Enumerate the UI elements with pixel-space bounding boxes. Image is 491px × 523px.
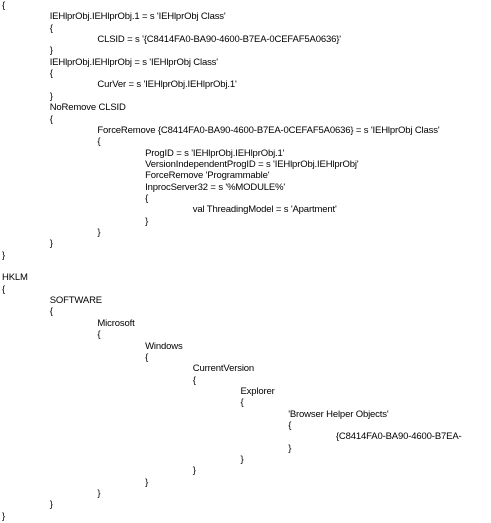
- code-line: [0, 272, 491, 284]
- code-line-text: ForceRemove {C8414FA0-BA90-4600-B7EA-0CEFAF5A0636} = s 'IEHlprObj Class': [97, 124, 440, 136]
- code-line-text: }: [192, 465, 196, 477]
- code-line: [0, 443, 491, 455]
- code-line: [0, 204, 491, 216]
- code-line: [0, 0, 491, 12]
- code-line-text: {: [49, 306, 53, 318]
- code-line-text: }: [97, 488, 101, 500]
- code-line-text: Microsoft: [97, 317, 135, 329]
- code-line: [0, 250, 491, 262]
- code-line-text: CLSID = s '{C8414FA0-BA90-4600-B7EA-0CEFAF5A0636}': [97, 34, 341, 46]
- code-line-text: {: [49, 113, 53, 125]
- code-line-text: }: [2, 249, 6, 261]
- code-line: [0, 23, 491, 35]
- code-line: [0, 193, 491, 205]
- code-line-text: {: [145, 351, 149, 363]
- code-line: [0, 238, 491, 250]
- code-line-text: }: [49, 499, 53, 511]
- code-line-text: {: [2, 283, 6, 295]
- code-line-text: {: [145, 192, 149, 204]
- code-line: [0, 397, 491, 409]
- code-line: [0, 148, 491, 160]
- code-line: [0, 261, 491, 273]
- code-line-text: VersionIndependentProgID = s 'IEHlprObj.IEHlprObj': [145, 158, 359, 170]
- code-line-text: IEHlprObj.IEHlprObj = s 'IEHlprObj Class': [49, 56, 218, 68]
- code-line-text: {: [49, 68, 53, 80]
- code-line: [0, 341, 491, 353]
- code-line: [0, 125, 491, 137]
- code-line: [0, 284, 491, 296]
- code-line-text: Explorer: [240, 385, 275, 397]
- code-line: [0, 409, 491, 421]
- code-line-text: NoRemove CLSID: [49, 102, 126, 114]
- code-line-text: {: [97, 329, 101, 341]
- code-line-text: {: [97, 136, 101, 148]
- code-line: [0, 79, 491, 91]
- code-line: [0, 136, 491, 148]
- code-line: [0, 159, 491, 171]
- code-line-text: }: [288, 442, 292, 454]
- code-line-text: }: [145, 215, 149, 227]
- code-line-text: ProgID = s 'IEHlprObj.IEHlprObj.1': [145, 147, 285, 159]
- code-line: [0, 488, 491, 500]
- code-line-text: SOFTWARE: [49, 295, 102, 307]
- code-line-text: HKLM: [2, 272, 28, 284]
- code-line: [0, 295, 491, 307]
- code-line: [0, 318, 491, 330]
- code-line-text: IEHlprObj.IEHlprObj.1 = s 'IEHlprObj Class': [49, 11, 226, 23]
- code-line: [0, 11, 491, 23]
- code-line: [0, 57, 491, 69]
- code-line-text: InprocServer32 = s '%MODULE%': [145, 181, 286, 193]
- code-line: [0, 102, 491, 114]
- code-line-text: Windows: [145, 340, 183, 352]
- code-line: [0, 306, 491, 318]
- code-line-text: }: [49, 45, 53, 57]
- code-line-text: {: [240, 397, 244, 409]
- code-line-text: {: [49, 22, 53, 34]
- code-line: [0, 431, 491, 443]
- code-line: [0, 375, 491, 387]
- code-line-text: }: [240, 454, 244, 465]
- code-line: [0, 352, 491, 364]
- code-line: [0, 91, 491, 103]
- code-line-text: {: [288, 419, 292, 431]
- code-line: [0, 182, 491, 194]
- code-line-text: ForceRemove 'Programmable': [145, 170, 270, 182]
- code-line: [0, 34, 491, 46]
- code-line-text: {C8414FA0-BA90-4600-B7EA-: [335, 431, 462, 443]
- code-line: [0, 386, 491, 398]
- code-line-text: {: [192, 374, 196, 386]
- code-line: [0, 499, 491, 511]
- code-line-text: 'Browser Helper Objects': [288, 408, 389, 420]
- code-line-text: CurVer = s 'IEHlprObj.IEHlprObj.1': [97, 79, 237, 91]
- code-line-text: }: [145, 476, 149, 488]
- code-line-text: {: [2, 0, 6, 11]
- code-line: [0, 465, 491, 477]
- code-line: [0, 45, 491, 57]
- code-line-text: }: [2, 510, 6, 522]
- code-line: [0, 227, 491, 239]
- code-line: [0, 420, 491, 432]
- code-line: [0, 511, 491, 523]
- code-line-text: CurrentVersion: [192, 363, 255, 375]
- code-line: [0, 170, 491, 182]
- code-line: [0, 68, 491, 80]
- code-line: [0, 329, 491, 341]
- code-line-text: }: [49, 90, 53, 102]
- code-line: [0, 477, 491, 489]
- code-line: [0, 114, 491, 126]
- code-line: [0, 216, 491, 228]
- code-line: [0, 363, 491, 375]
- code-line: [0, 454, 491, 466]
- code-line-text: }: [97, 227, 101, 238]
- code-line-text: val ThreadingModel = s 'Apartment': [192, 204, 337, 216]
- code-line-text: }: [49, 238, 53, 250]
